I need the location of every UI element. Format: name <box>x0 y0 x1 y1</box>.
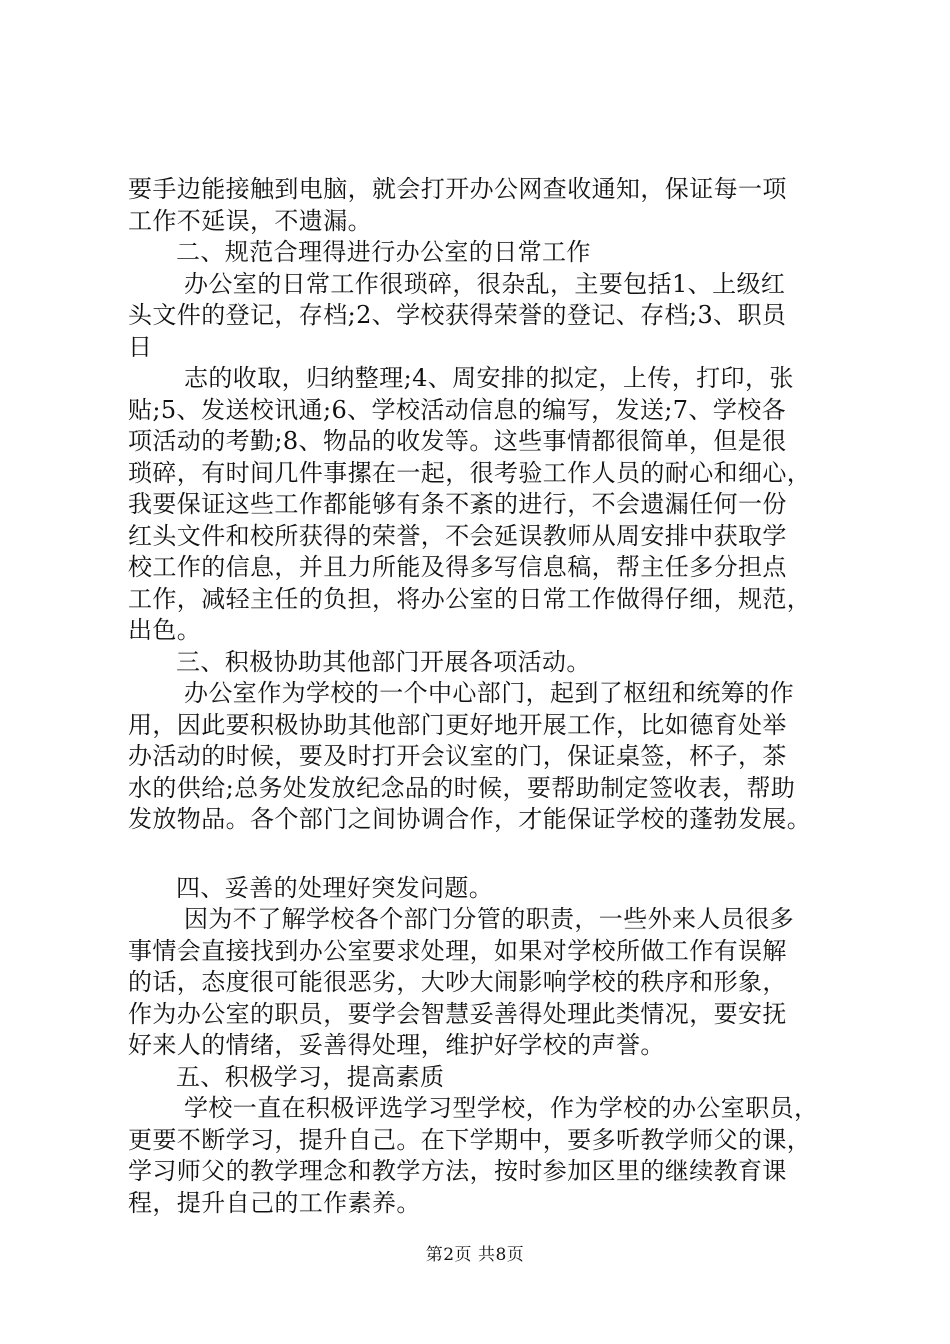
text-line: 工作不延误，不遗漏。 <box>128 206 372 235</box>
text-line: 学习师父的教学理念和教学方法，按时参加区里的继续教育课 <box>128 1157 787 1185</box>
text-line: 事情会直接找到办公室要求处理，如果对学校所做工作有误解 <box>128 936 787 965</box>
text-line: 志的收取，归纳整理;4、周安排的拟定，上传，打印，张 <box>184 364 794 392</box>
text-line: 三、积极协助其他部门开展各项活动。 <box>176 647 591 676</box>
text-line: 程，提升自己的工作素养。 <box>128 1188 421 1217</box>
text-line: 校工作的信息，并且力所能及得多写信息稿，帮主任多分担点 <box>128 553 787 581</box>
text-line: 用，因此要积极协助其他部门更好地开展工作，比如德育处举 <box>128 710 787 739</box>
text-line: 出色。 <box>128 616 202 644</box>
text-line: 二、规范合理得进行办公室的日常工作 <box>176 238 591 266</box>
document-body <box>128 174 848 1219</box>
blank-line <box>128 836 848 873</box>
page-footer: 第2页 共8页 <box>425 1245 525 1265</box>
text-line: 贴;5、发送校讯通;6、学校活动信息的编写，发送;7、学校各 <box>128 395 787 424</box>
text-line: 头文件的登记，存档;2、学校获得荣誉的登记、存档;3、职员 <box>128 301 787 329</box>
text-line: 项活动的考勤;8、物品的收发等。这些事情都很简单，但是很 <box>128 427 787 455</box>
text-line: 的话，态度很可能很恶劣，大吵大闹影响学校的秩序和形象， <box>128 968 787 996</box>
text-line: 五、积极学习，提高素质 <box>176 1062 445 1091</box>
text-line: 日 <box>128 332 153 361</box>
text-line: 办公室作为学校的一个中心部门，起到了枢纽和统筹的作 <box>184 679 794 707</box>
text-line: 我要保证这些工作都能够有条不紊的进行，不会遗漏任何一份 <box>128 490 787 518</box>
text-line: 琐碎，有时间几件事摞在一起，很考验工作人员的耐心和细心， <box>128 458 812 487</box>
text-line: 学校一直在积极评选学习型学校，作为学校的办公室职员， <box>184 1094 819 1122</box>
text-line: 办公室的日常工作很琐碎，很杂乱，主要包括1、上级红 <box>184 269 786 298</box>
text-line: 工作，减轻主任的负担，将办公室的日常工作做得仔细，规范， <box>128 584 812 613</box>
text-line: 更要不断学习，提升自己。在下学期中，要多听教学师父的课， <box>128 1125 812 1154</box>
text-line: 因为不了解学校各个部门分管的职责，一些外来人员很多 <box>184 905 794 933</box>
text-line: 四、妥善的处理好突发问题。 <box>176 873 494 902</box>
text-line: 水的供给;总务处发放纪念品的时候，要帮助制定签收表，帮助 <box>128 773 796 802</box>
text-line: 红头文件和校所获得的荣誉，不会延误教师从周安排中获取学 <box>128 521 787 550</box>
text-line: 发放物品。各个部门之间协调合作，才能保证学校的蓬勃发展。 <box>128 805 812 833</box>
text-line: 好来人的情绪，妥善得处理，维护好学校的声誉。 <box>128 1031 665 1059</box>
text-line: 要手边能接触到电脑，就会打开办公网查收通知，保证每一项 <box>128 175 787 203</box>
text-line: 作为办公室的职员，要学会智慧妥善得处理此类情况，要安抚 <box>128 999 787 1028</box>
text-line: 办活动的时候，要及时打开会议室的门，保证桌签，杯子，茶 <box>128 742 787 770</box>
